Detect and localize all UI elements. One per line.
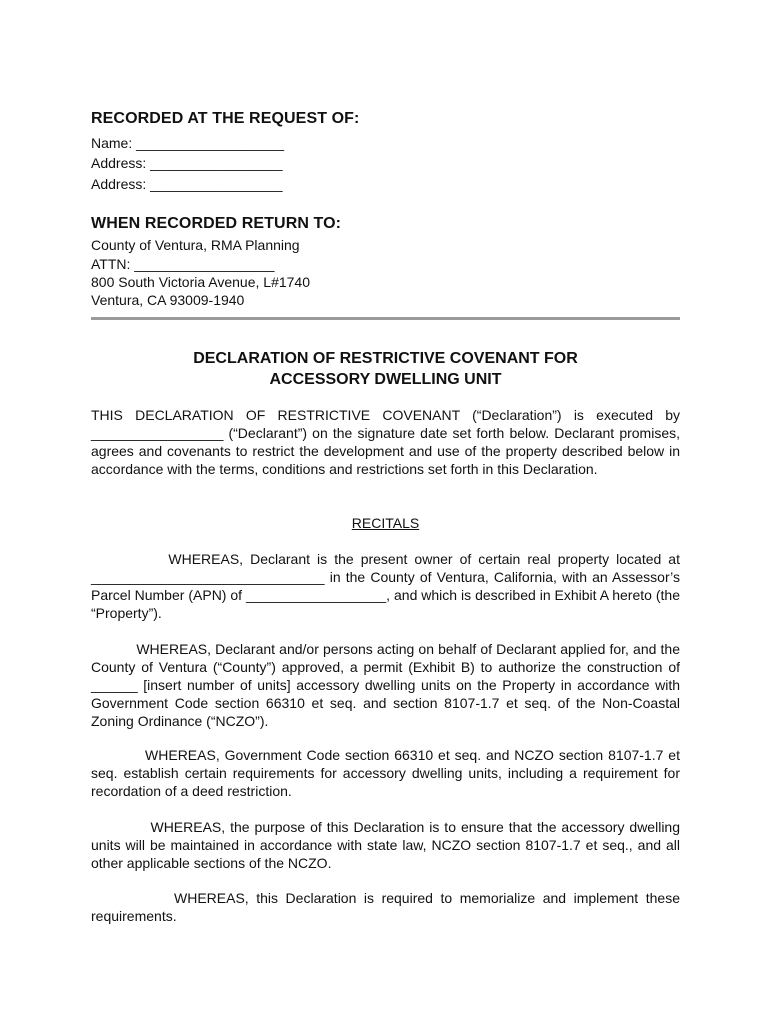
whereas-paragraph-5: WHEREAS, this Declaration is required to memorialize and implement these requirements. [91,890,680,924]
whereas-paragraph-3: WHEREAS, Government Code section 66310 et seq. and NCZO section 8107-1.7 et seq. establish certain requirements for accessory dwelling units, including a requirement for recordation of a deed restriction. [91,747,680,799]
declaration-intro-paragraph: THIS DECLARATION OF RESTRICTIVE COVENANT (“Declaration”) is executed by _________________ (“Declarant”) on the signature date set forth below. Declarant promises, agrees and covenants to restrict the development and use of the property described below in accordance with the terms, conditions and restrictions set forth in this Declaration. [91,407,680,477]
section-divider [91,317,680,320]
declaration-title-line-2: ACCESSORY DWELLING UNIT [269,371,502,388]
recorded-request-heading: RECORDED AT THE REQUEST OF: [91,110,360,127]
whereas-paragraph-2: WHEREAS, Declarant and/or persons acting on behalf of Declarant applied for, and the County of Ventura (“County”) approved, a permit (Exhibit B) to authorize the construction of ______ [insert number of units] accessory dwelling units on the Property in accordance with Government Code section 66310 et seq. and section 8107-1.7 et seq. of the Non-Coastal Zoning Ordinance (“NCZO”). [91,641,680,729]
whereas-paragraph-1: WHEREAS, Declarant is the present owner of certain real property located at ______________________________ in the County of Ventura, California, with an Assessor’s Parcel Number (APN) of __________________, and which is described in Exhibit A hereto (the “Property”). [91,551,680,621]
recorded-request-name-line: Name: ___________________ [91,135,285,151]
return-to-line-3: 800 South Victoria Avenue, L#1740 [91,274,310,290]
whereas-paragraph-4: WHEREAS, the purpose of this Declaration is to ensure that the accessory dwelling units will be maintained in accordance with state law, NCZO section 8107-1.7 et seq., and all other applicable sections of the NCZO. [91,819,680,871]
return-to-line-1: County of Ventura, RMA Planning [91,237,300,253]
recorded-request-address-line-2: Address: _________________ [91,176,283,192]
return-to-heading: WHEN RECORDED RETURN TO: [91,215,342,232]
recorded-request-address-line-1: Address: _________________ [91,155,283,171]
declaration-title-line-1: DECLARATION OF RESTRICTIVE COVENANT FOR [193,350,578,367]
return-to-line-4: Ventura, CA 93009-1940 [91,292,245,308]
return-to-line-2: ATTN: __________________ [91,256,275,272]
recitals-heading: RECITALS [351,515,420,531]
